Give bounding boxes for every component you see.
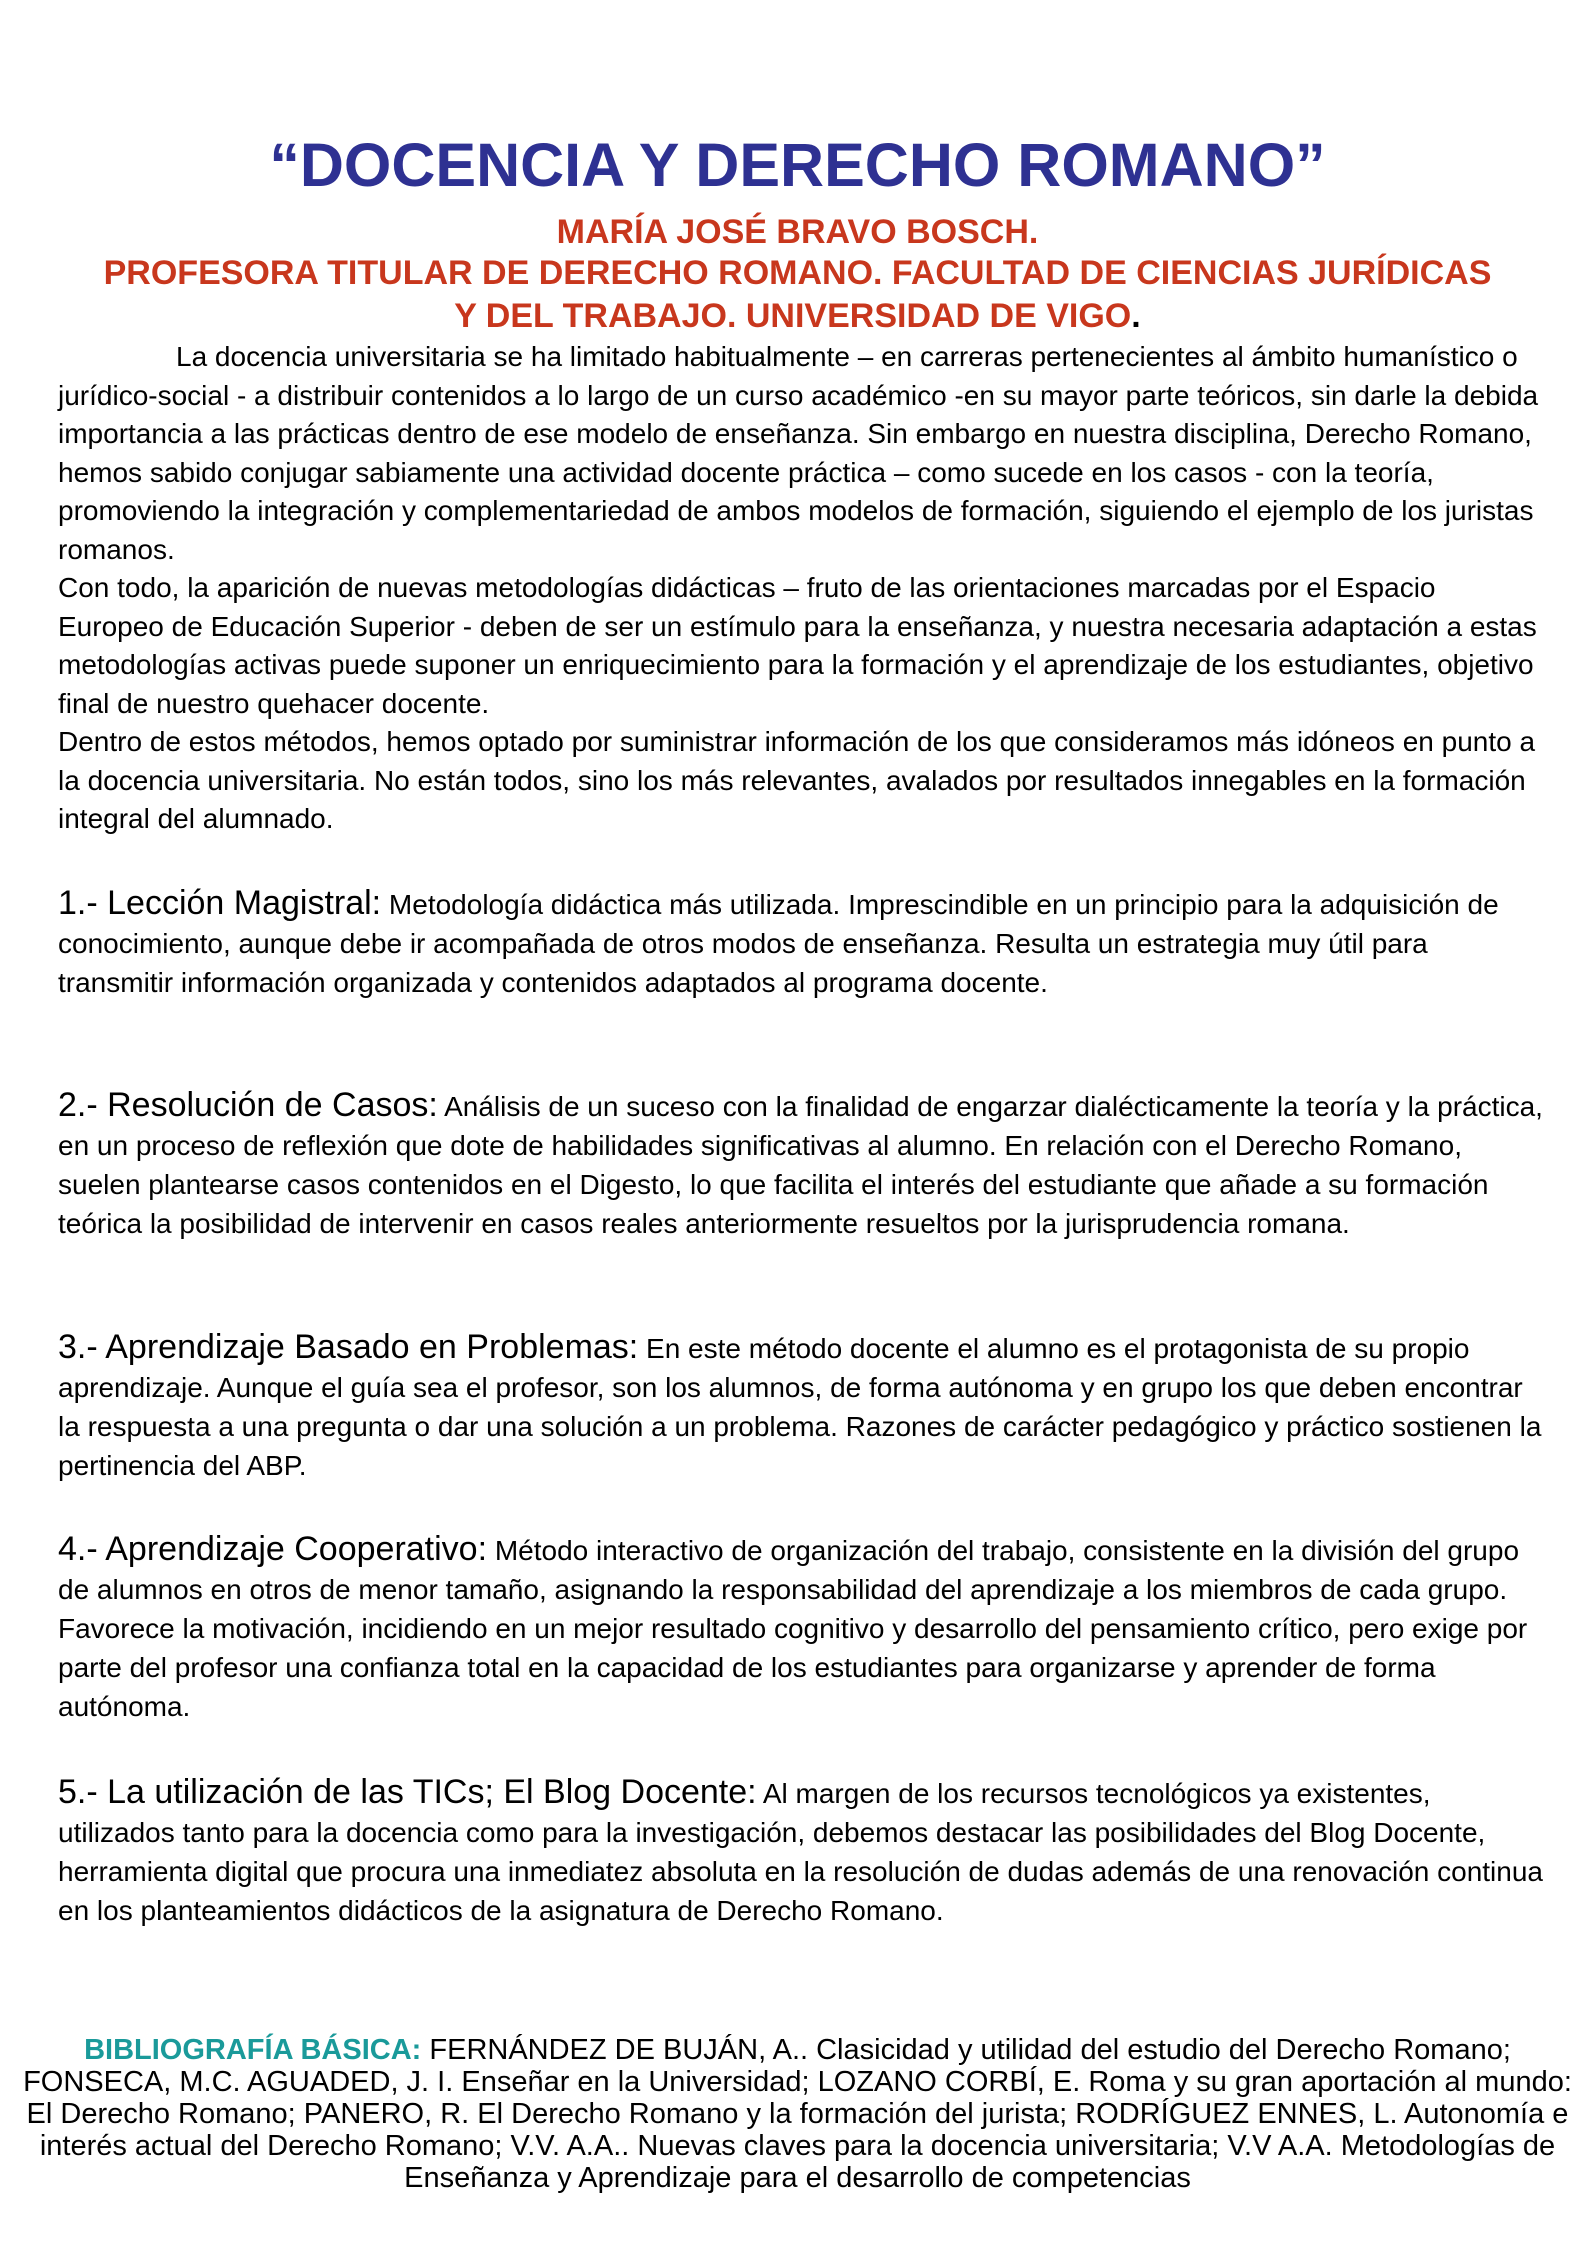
intro-paragraph-2: Con todo, la aparición de nuevas metodologías didácticas – fruto de las orientaciones marcadas por el Espacio Europeo de Educación Superior - deben de ser un estímulo para la enseñanza, y nuestra necesaria adaptación a estas metodologías activas puede suponer un enriquecimiento para la formación y el aprendizaje de los estudiantes, objetivo final de nuestro quehacer docente. (58, 572, 1537, 719)
method-heading: 3.- Aprendizaje Basado en Problemas: (58, 1328, 639, 1366)
method-heading: 2.- Resolución de Casos: (58, 1086, 438, 1124)
method-text: Al margen de los recursos tecnológicos ya existentes, utilizados tanto para la docencia como para la investigación, debemos destacar las posibilidades del Blog Docente, herramienta digital que procura una inmediatez absoluta en la resolución de dudas además de una renovación continua en los planteamientos didácticos de la asignatura de Derecho Romano. (58, 1778, 1543, 1926)
method-item-lesson (58, 884, 1548, 1002)
method-heading: 4.- Aprendizaje Cooperativo: (58, 1530, 488, 1568)
method-item-problems (58, 1328, 1548, 1485)
method-text: Método interactivo de organización del trabajo, consistente en la división del grupo de alumnos en otros de menor tamaño, asignando la responsabilidad del aprendizaje a los miembros de cada grupo. Favorece la motivación, incidiendo en un mejor resultado cognitivo y desarrollo del pensamiento crítico, pero exige por parte del profesor una confianza total en la capacidad de los estudiantes para organizarse y aprender de forma autónoma. (58, 1535, 1528, 1722)
method-text: Análisis de un suceso con la finalidad de engarzar dialécticamente la teoría y la práctica, en un proceso de reflexión que dote de habilidades significativas al alumno. En relación con el Derecho Romano, suelen plantearse casos contenidos en el Digesto, lo que facilita el interés del estudiante que añade a su formación teórica la posibilidad de intervenir en casos reales anteriormente resueltos por la jurisprudencia romana. (58, 1091, 1543, 1239)
intro-paragraph-1: La docencia universitaria se ha limitado habitualmente – en carreras pertenecientes al ámbito humanístico o jurídico-social - a distribuir contenidos a lo largo de un curso académico -en su mayor parte teóricos, sin darle la debida importancia a las prácticas dentro de ese modelo de enseñanza. Sin embargo en nuestra disciplina, Derecho Romano, hemos sabido conjugar sabiamente una actividad docente práctica – como sucede en los casos - con la teoría, promoviendo la integración y complementariedad de ambos modelos de formación, siguiendo el ejemplo de los juristas romanos. (58, 341, 1539, 565)
author-name: MARÍA JOSÉ BRAVO BOSCH. (556, 213, 1039, 251)
bibliography-label: BIBLIOGRAFÍA BÁSICA: (84, 2034, 422, 2066)
bibliography-text: FERNÁNDEZ DE BUJÁN, A.. Clasicidad y utilidad del estudio del Derecho Romano; FONSECA, M.C. AGUADED, J. I. Enseñar en la Universidad; LOZANO CORBÍ, E. Roma y su gran aportación al mundo: El Derecho Romano; PANERO, R. El Derecho Romano y la formación del jurista; RODRÍGUEZ ENNES, L. Autonomía e interés actual del Derecho Romano; V.V. A.A.. Nuevas claves para la docencia universitaria; V.V A.A. Metodologías de Enseñanza y Aprendizaje para el desarrollo de competencias (23, 2034, 1572, 2194)
method-text: Metodología didáctica más utilizada. Imprescindible en un principio para la adquisición de conocimiento, aunque debe ir acompañada de otros modos de enseñanza. Resulta un estrategia muy útil para transmitir información organizada y contenidos adaptados al programa docente. (58, 889, 1499, 998)
method-heading: 5.- La utilización de las TICs; El Blog Docente: (58, 1773, 757, 1811)
affiliation-line-1: PROFESORA TITULAR DE DERECHO ROMANO. FACULTAD DE CIENCIAS JURÍDICAS (103, 254, 1492, 292)
affiliation-period: . (1131, 297, 1141, 335)
method-item-cooperative (58, 1530, 1548, 1726)
introduction (58, 338, 1548, 839)
method-item-cases (58, 1086, 1548, 1243)
method-text: En este método docente el alumno es el protagonista de su propio aprendizaje. Aunque el guía sea el profesor, son los alumnos, de forma autónoma y en grupo los que deben encontrar la respuesta a una pregunta o dar una solución a un problema. Razones de carácter pedagógico y práctico sostienen la pertinencia del ABP. (58, 1333, 1542, 1481)
affiliation-line-2: Y DEL TRABAJO. UNIVERSIDAD DE VIGO (454, 297, 1132, 335)
author-affiliation (20, 252, 1575, 338)
intro-paragraph-3: Dentro de estos métodos, hemos optado por suministrar información de los que consideramos más idóneos en punto a la docencia universitaria. No están todos, sino los más relevantes, avalados por resultados innegables en la formación integral del alumnado. (58, 726, 1536, 834)
bibliography (14, 2034, 1581, 2194)
method-heading: 1.- Lección Magistral: (58, 884, 382, 922)
page-title: “DOCENCIA Y DERECHO ROMANO” (269, 131, 1326, 199)
method-item-tics-blog (58, 1773, 1548, 1930)
